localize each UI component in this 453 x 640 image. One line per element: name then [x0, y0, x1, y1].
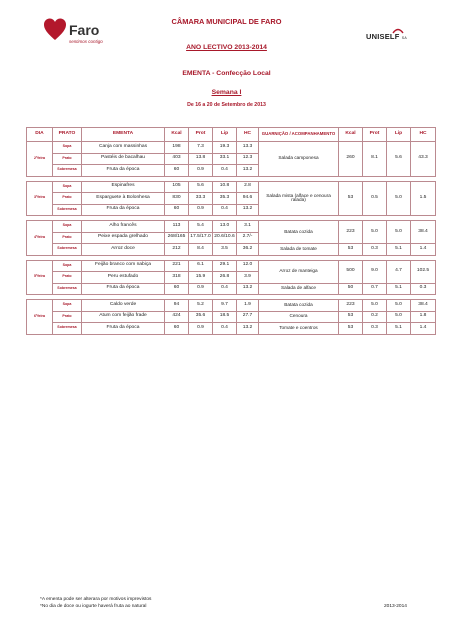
prot-cell: 5.6	[189, 181, 213, 193]
dish-cell: Espinafres	[82, 181, 165, 193]
side-prot-cell: 0.3	[363, 323, 387, 335]
lip-cell: 0.4	[213, 165, 237, 177]
prot-cell: 0.9	[189, 204, 213, 216]
side-lip-cell: 5.0	[387, 311, 411, 323]
side-lip-cell: 5.0	[387, 221, 411, 244]
kcal-cell: 318	[165, 272, 189, 284]
hc-cell: 13.2	[237, 283, 259, 295]
table-row	[27, 244, 436, 256]
side-hc-cell: 1.4	[411, 244, 436, 256]
course-type-cell: Sopa	[53, 300, 82, 312]
dish-cell: Atum com feijão frade	[82, 311, 165, 323]
kcal-cell: 403	[165, 153, 189, 165]
day-cell: 5ªfeira	[27, 260, 53, 295]
dish-cell: Caldo verde	[82, 300, 165, 312]
side-kcal-cell: 500	[339, 260, 363, 283]
hc-cell: 13.2	[237, 165, 259, 177]
lip-cell: 29.1	[213, 260, 237, 272]
day-cell: 6ªfeira	[27, 300, 53, 335]
prot-cell: 15.9	[189, 272, 213, 284]
kcal-cell: 60	[165, 283, 189, 295]
course-type-cell: Prato	[53, 311, 82, 323]
side-prot-cell: 9.0	[363, 260, 387, 283]
kcal-cell: 113	[165, 221, 189, 233]
table-row	[27, 323, 436, 335]
side-lip-cell: 4.7	[387, 260, 411, 283]
hc-cell: 12.0	[237, 260, 259, 272]
side-kcal-cell: 53	[339, 323, 363, 335]
course-type-cell: Sopa	[53, 260, 82, 272]
lip-cell: 3.5	[213, 244, 237, 256]
header-prato: PRATO	[53, 128, 82, 142]
table-header-row	[27, 128, 436, 142]
prot-cell: 35.6	[189, 311, 213, 323]
hc-cell: 27.7	[237, 311, 259, 323]
header-hc: HC	[237, 128, 259, 142]
side-hc-cell: 38.4	[411, 300, 436, 312]
uniself-logo	[366, 26, 426, 46]
side-kcal-cell: 223	[339, 300, 363, 312]
side-dish-cell: Tomate e coentros	[259, 323, 339, 335]
kcal-cell: 60	[165, 323, 189, 335]
kcal-cell: 830	[165, 193, 189, 205]
dish-cell: Peixe espada grelhado	[82, 232, 165, 244]
hc-cell: 3.9	[237, 272, 259, 284]
prot-cell: 5.2	[189, 300, 213, 312]
lip-cell: 0.4	[213, 283, 237, 295]
side-dish-cell: Cenoura	[259, 311, 339, 323]
kcal-cell: 105	[165, 181, 189, 193]
header-prot: Prot	[189, 128, 213, 142]
course-type-cell: Sobremesa	[53, 244, 82, 256]
table-row	[27, 311, 436, 323]
kcal-cell: 60	[165, 165, 189, 177]
dish-cell: Fruta da época	[82, 204, 165, 216]
side-prot-cell: 8.1	[363, 142, 387, 177]
side-dish-cell: Salada camponesa	[259, 142, 339, 177]
prot-cell: 6.1	[189, 260, 213, 272]
footnote-changes: *A ementa pode ser alterara por motivos imprevistos	[40, 597, 152, 602]
side-dish-cell: Arroz de manteiga	[259, 260, 339, 283]
side-hc-cell: 1.5	[411, 181, 436, 216]
side-hc-cell: 0.3	[411, 283, 436, 295]
table-row	[27, 300, 436, 312]
header-dia: DIA	[27, 128, 53, 142]
lip-cell: 19.3	[213, 142, 237, 154]
course-type-cell: Sobremesa	[53, 165, 82, 177]
side-dish-cell: Batata cozida	[259, 300, 339, 312]
hc-cell: 36.2	[237, 244, 259, 256]
side-lip-cell: 5.0	[387, 181, 411, 216]
side-dish-cell: Salada mista (alface e cenoura ralada)	[259, 181, 339, 216]
lip-cell: 35.3	[213, 193, 237, 205]
day-cell: 2ªfeira	[27, 142, 53, 177]
faro-logo-text: Faro	[69, 22, 100, 38]
hc-cell: 2.7/-	[237, 232, 259, 244]
hc-cell: 1.9	[237, 300, 259, 312]
side-hc-cell: 43.3	[411, 142, 436, 177]
prot-cell: 7.3	[189, 142, 213, 154]
dish-cell: Fruta da época	[82, 283, 165, 295]
side-prot-cell: 0.3	[363, 244, 387, 256]
menu-title: EMENTA - Confecção Local	[182, 70, 271, 77]
side-lip-cell: 5.1	[387, 323, 411, 335]
course-type-cell: Prato	[53, 232, 82, 244]
table-row	[27, 260, 436, 272]
side-lip-cell: 5.1	[387, 283, 411, 295]
uniself-logo-suffix: SA	[401, 36, 407, 40]
side-hc-cell: 102.5	[411, 260, 436, 283]
table-row	[27, 283, 436, 295]
table-row	[27, 181, 436, 193]
side-kcal-cell: 260	[339, 142, 363, 177]
lip-cell: 13.0	[213, 221, 237, 233]
dish-cell: Feijão branco com nabiça	[82, 260, 165, 272]
side-dish-cell: Salada de tomate	[259, 244, 339, 256]
header-ementa: EMENTA	[82, 128, 165, 142]
side-dish-cell: Salada de alface	[259, 283, 339, 295]
kcal-cell: 424	[165, 311, 189, 323]
side-kcal-cell: 223	[339, 221, 363, 244]
course-type-cell: Sopa	[53, 221, 82, 233]
hc-cell: 13.2	[237, 323, 259, 335]
side-prot-cell: 5.0	[363, 300, 387, 312]
prot-cell: 5.4	[189, 221, 213, 233]
lip-cell: 10.8	[213, 181, 237, 193]
course-type-cell: Prato	[53, 193, 82, 205]
prot-cell: 13.8	[189, 153, 213, 165]
kcal-cell: 212	[165, 244, 189, 256]
course-type-cell: Sobremesa	[53, 204, 82, 216]
dish-cell: Alho francês	[82, 221, 165, 233]
side-hc-cell: 1.4	[411, 323, 436, 335]
day-cell: 4ªfeira	[27, 221, 53, 256]
course-type-cell: Sopa	[53, 142, 82, 154]
footer-year: 2013-2014	[384, 604, 407, 609]
course-type-cell: Sopa	[53, 181, 82, 193]
lip-cell: 9.7	[213, 300, 237, 312]
lip-cell: 20.6/10.6	[213, 232, 237, 244]
lip-cell: 18.5	[213, 311, 237, 323]
side-hc-cell: 1.8	[411, 311, 436, 323]
prot-cell: 33.3	[189, 193, 213, 205]
kcal-cell: 60	[165, 204, 189, 216]
side-prot-cell: 5.0	[363, 221, 387, 244]
lip-cell: 26.8	[213, 272, 237, 284]
header-side-kcal: Kcal	[339, 128, 363, 142]
side-kcal-cell: 53	[339, 311, 363, 323]
kcal-cell: 268/165	[165, 232, 189, 244]
date-range: De 16 a 20 de Setembro de 2013	[187, 102, 266, 108]
course-type-cell: Prato	[53, 272, 82, 284]
kcal-cell: 198	[165, 142, 189, 154]
faro-logo-tagline: sentimos contigo	[69, 39, 103, 44]
header-kcal: Kcal	[165, 128, 189, 142]
organization-title: CÂMARA MUNICIPAL DE FARO	[171, 17, 282, 26]
hc-cell: 2.8	[237, 181, 259, 193]
side-kcal-cell: 50	[339, 283, 363, 295]
week-title: Semana I	[211, 89, 242, 96]
uniself-logo-text: UNISELF	[366, 32, 400, 41]
side-prot-cell: 0.7	[363, 283, 387, 295]
dish-cell: Esparguete à Bolonhesa	[82, 193, 165, 205]
kcal-cell: 94	[165, 300, 189, 312]
dish-cell: Pastéis de bacalhau	[82, 153, 165, 165]
day-cell: 3ªfeira	[27, 181, 53, 216]
menu-table	[26, 127, 436, 335]
dish-cell: Fruta da época	[82, 323, 165, 335]
table-row	[27, 142, 436, 154]
side-prot-cell: 0.5	[363, 181, 387, 216]
school-year-title: ANO LECTIVO 2013-2014	[186, 44, 267, 51]
prot-cell: 0.9	[189, 283, 213, 295]
header-side-prot: Prot	[363, 128, 387, 142]
header-lip: Lip	[213, 128, 237, 142]
side-lip-cell: 5.6	[387, 142, 411, 177]
hc-cell: 13.3	[237, 142, 259, 154]
dish-cell: Fruta da época	[82, 165, 165, 177]
hc-cell: 3.1	[237, 221, 259, 233]
table-row	[27, 221, 436, 233]
course-type-cell: Sobremesa	[53, 283, 82, 295]
side-kcal-cell: 53	[339, 181, 363, 216]
lip-cell: 33.1	[213, 153, 237, 165]
header-guarnicao: GUARNIÇÃO / ACOMPANHAMENTO	[259, 128, 339, 142]
hc-cell: 12.3	[237, 153, 259, 165]
dish-cell: Peru estufado	[82, 272, 165, 284]
prot-cell: 0.9	[189, 165, 213, 177]
prot-cell: 17.5/17.0	[189, 232, 213, 244]
side-lip-cell: 5.0	[387, 300, 411, 312]
hc-cell: 94.6	[237, 193, 259, 205]
hc-cell: 13.2	[237, 204, 259, 216]
course-type-cell: Sobremesa	[53, 323, 82, 335]
course-type-cell: Prato	[53, 153, 82, 165]
footnote-fruit: *No dia de doce ou iogurte haverá fruta ao natural	[40, 604, 147, 609]
header-side-lip: Lip	[387, 128, 411, 142]
lip-cell: 0.4	[213, 204, 237, 216]
side-prot-cell: 0.2	[363, 311, 387, 323]
side-kcal-cell: 53	[339, 244, 363, 256]
menu-table-body	[27, 142, 436, 335]
side-lip-cell: 5.1	[387, 244, 411, 256]
side-hc-cell: 38.4	[411, 221, 436, 244]
dish-cell: Arroz doce	[82, 244, 165, 256]
lip-cell: 0.4	[213, 323, 237, 335]
header-side-hc: HC	[411, 128, 436, 142]
prot-cell: 0.9	[189, 323, 213, 335]
side-dish-cell: Batata cozida	[259, 221, 339, 244]
kcal-cell: 221	[165, 260, 189, 272]
prot-cell: 8.4	[189, 244, 213, 256]
dish-cell: Canja com massinhas	[82, 142, 165, 154]
